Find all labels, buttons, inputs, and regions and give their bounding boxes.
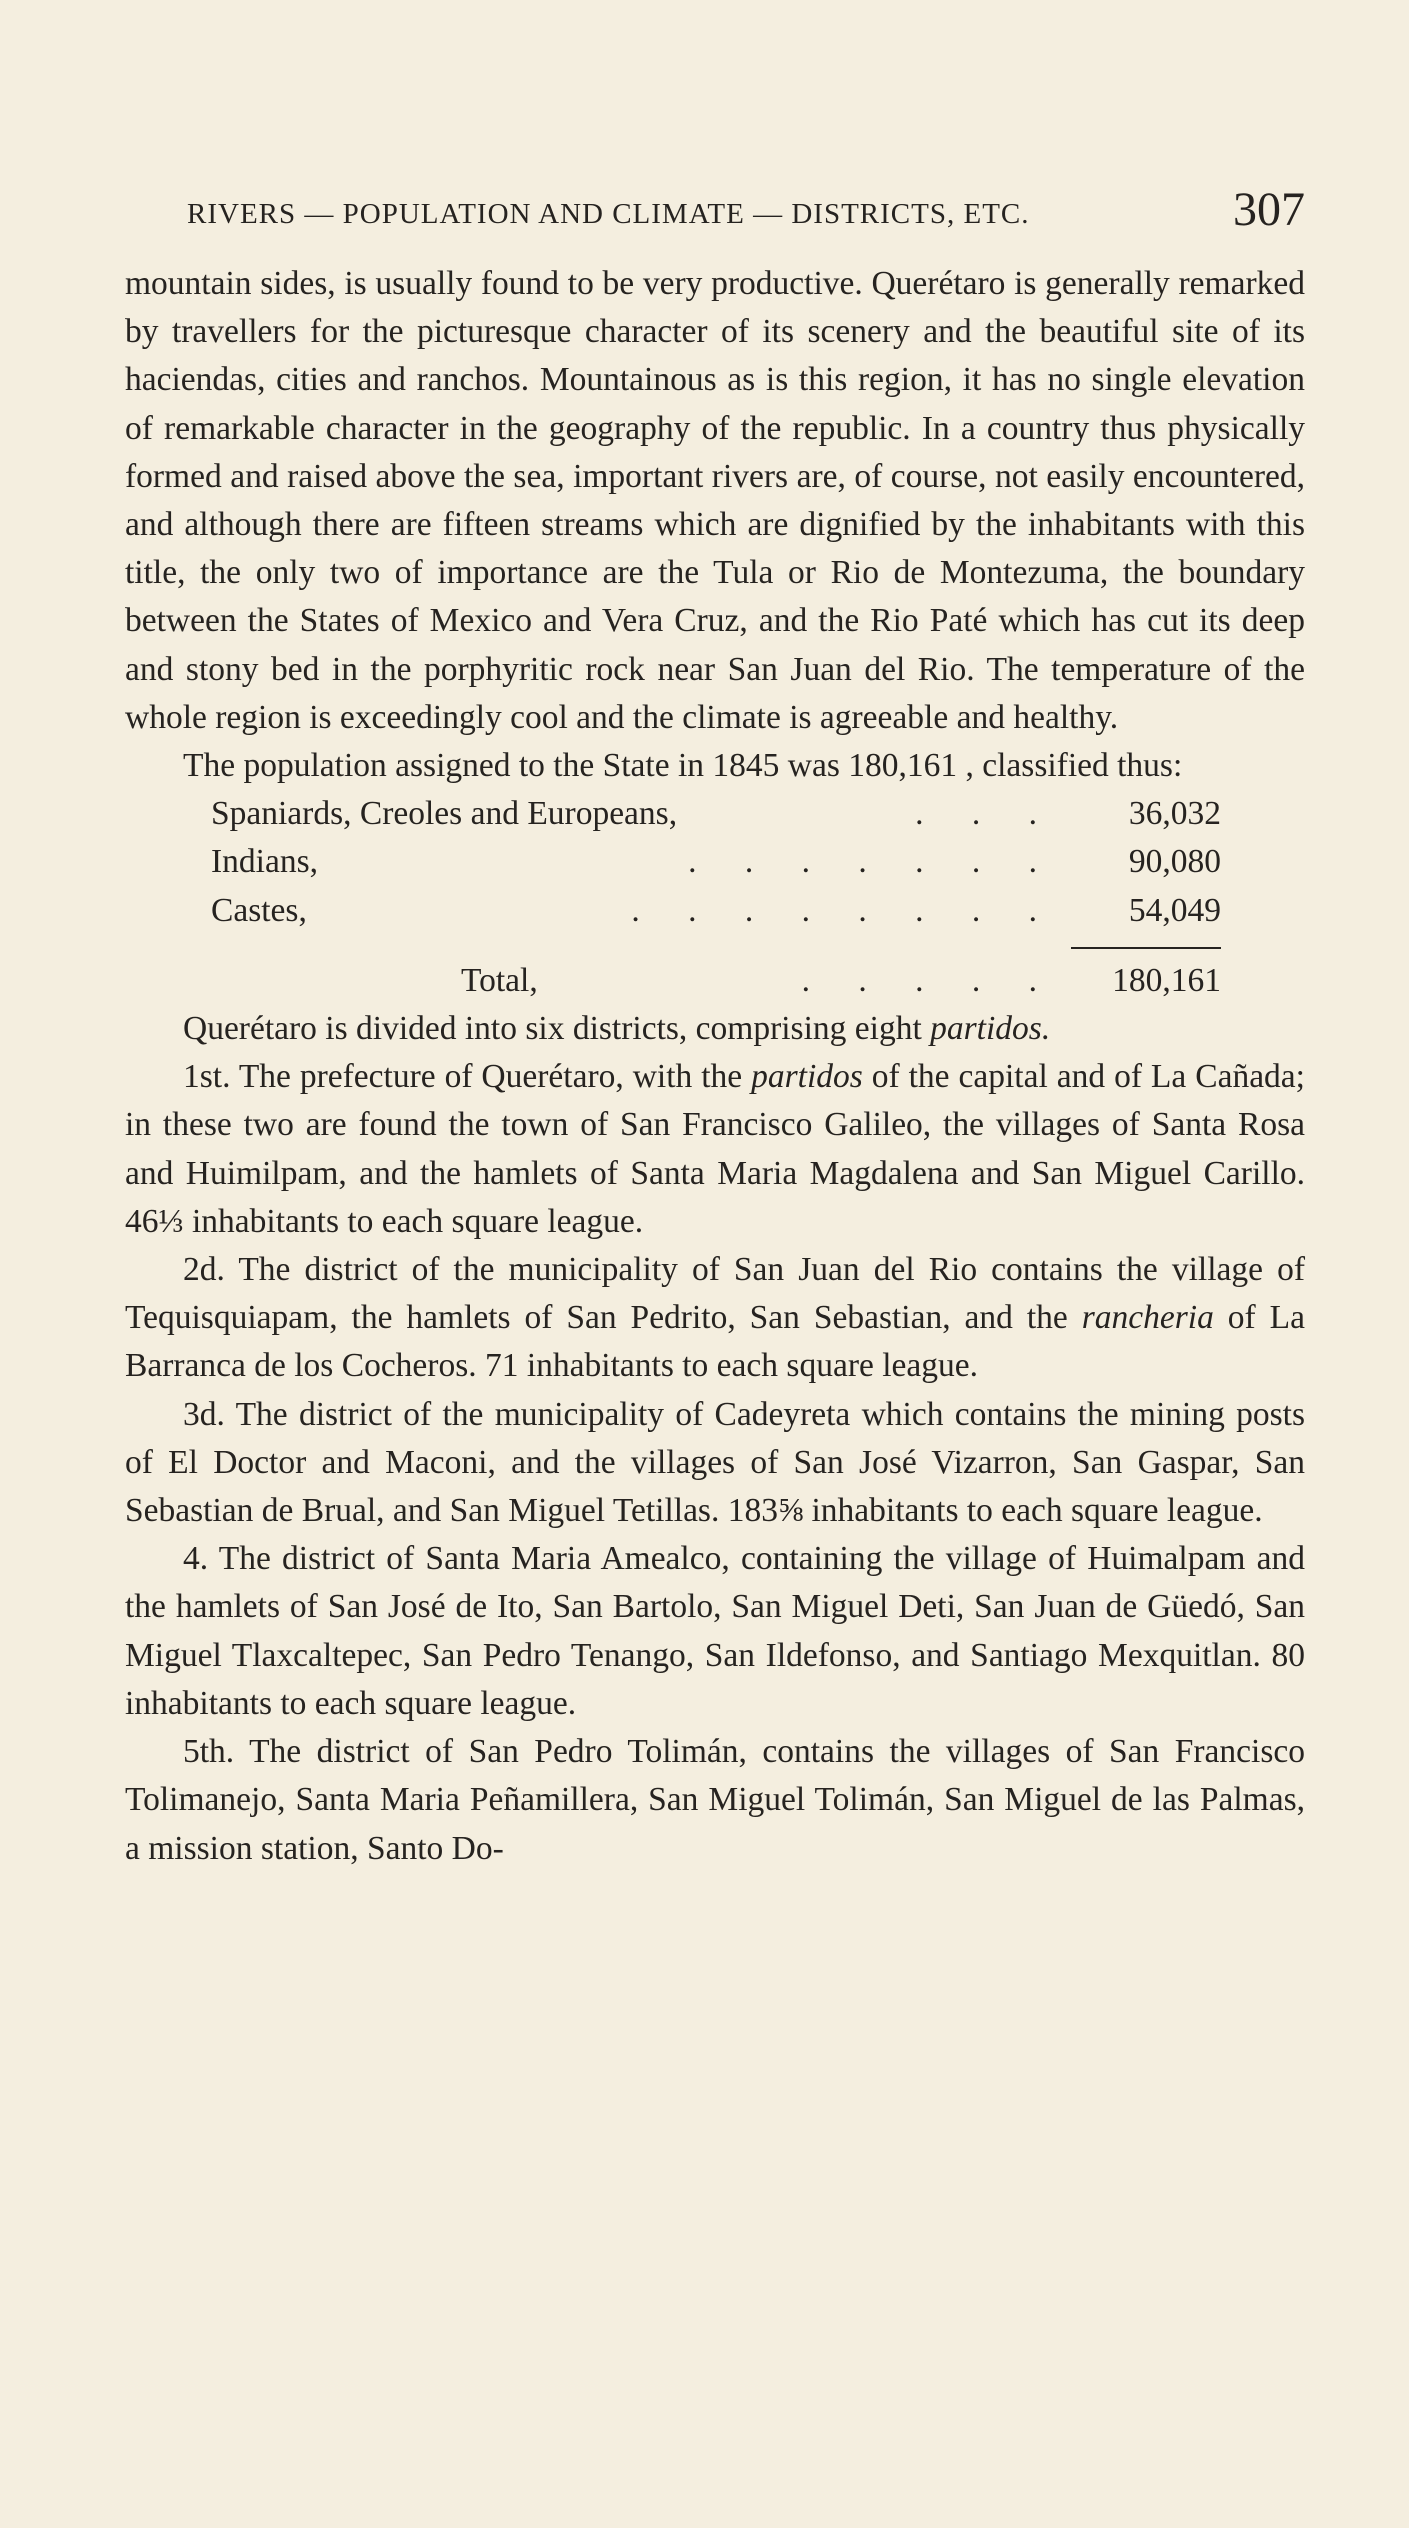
running-head [125,180,1305,252]
running-head-title: RIVERS — POPULATION AND CLIMATE — DISTRICTS, ETC. [187,198,1030,230]
text-run: of La Barranca de los Cocheros. 71 inhabitants to each square league. [125,1299,1305,1385]
paragraph-district-1 [125,1053,1305,1246]
paragraph-district-5: 5th. The district of San Pedro Tolimán, contains the villages of San Francisco Tolimanejo, Santa Maria Peñamillera, San Miguel Tolimán, San Miguel de las Palmas, a mission station, Santo Do- [125,1733,1305,1867]
population-total-label: Total, [461,961,538,999]
total-rule [1071,947,1221,949]
population-total-value: 180,161 [1112,961,1221,999]
paragraph-district-2 [125,1246,1305,1391]
population-row-value: 54,049 [1128,891,1221,929]
italic-term: partidos [751,1058,863,1096]
text-run: of the capital and of La Cañada; in these two are found the town of San Francisco Galileo, the villages of Santa Rosa and Huimilpam, and the hamlets of Santa Maria Magdalena and San Miguel Carillo. 46⅓ inhabitants to each square league. [125,1058,1305,1240]
paragraph-geography: mountain sides, is usually found to be very productive. Querétaro is generally remarked by travellers for the picturesque character of its scenery and the beautiful site of its haciendas, cities and ranchos. Mountainous as is this region, it has no single elevation of remarkable character in the geography of the republic. In a country thus physically formed and raised above the sea, important rivers are, of course, not easily encountered, and although there are fifteen streams which are dignified by the inhabitants with this title, the only two of importance are the Tula or Rio de Montezuma, the boundary between the States of Mexico and Vera Cruz, and the Rio Paté which has cut its deep and stony bed in the porphyritic rock near San Juan del Rio. The temperature of the whole region is exceedingly cool and the climate is agreeable and healthy. [125,265,1305,736]
italic-term: rancheria [1081,1299,1214,1337]
paragraph-district-3: 3d. The district of the municipality of Cadeyreta which contains the mining posts of El Doctor and Maconi, and the villages of San José Vizarron, San Gaspar, San Sebastian de Brual, and San Miguel Tetillas. 183⅝ inhabitants to each square league. [125,1395,1305,1530]
leader-dots: . . . . . [801,961,1057,999]
leader-dots: . . . [915,795,1057,833]
population-row-value: 90,080 [1128,843,1221,881]
leader-dots: . . . . . . . [688,843,1057,881]
italic-term: partidos. [930,1010,1051,1048]
population-row-label: Spaniards, Creoles and Europeans, [211,795,678,833]
population-row-label: Indians, [211,843,318,881]
text-run: Querétaro is divided into six districts, comprising eight [183,1010,931,1048]
population-row-value: 36,032 [1128,795,1221,833]
page-number: 307 [1233,183,1305,236]
text-run: 2d. The district of the municipality of San Juan del Rio contains the village of Tequisquiapam, the hamlets of San Pedrito, San Sebastian, and the [125,1251,1305,1337]
body-text [125,260,1305,1873]
population-row-castes [211,887,1221,935]
paragraph-district-4: 4. The district of Santa Maria Amealco, containing the village of Huimalpam and the hamlets of San José de Ito, San Bartolo, San Miguel Deti, San Juan de Güedó, San Miguel Tlaxcaltepec, San Pedro Tenango, San Ildefonso, and Santiago Mexquitlan. 80 inhabitants to each square league. [125,1540,1305,1722]
paragraph-districts-intro [125,1005,1305,1053]
population-row-label: Castes, [211,891,307,929]
book-page [125,180,1305,1873]
paragraph-population-intro: The population assigned to the State in 1845 was 180,161 , classified thus: [183,747,1183,785]
population-row-indians [211,838,1221,886]
population-table [211,790,1221,1005]
text-run: 1st. The prefecture of Querétaro, with the [183,1058,752,1096]
leader-dots: . . . . . . . . [631,891,1057,929]
population-row-spaniards [211,790,1221,838]
population-row-total [211,957,1221,1005]
